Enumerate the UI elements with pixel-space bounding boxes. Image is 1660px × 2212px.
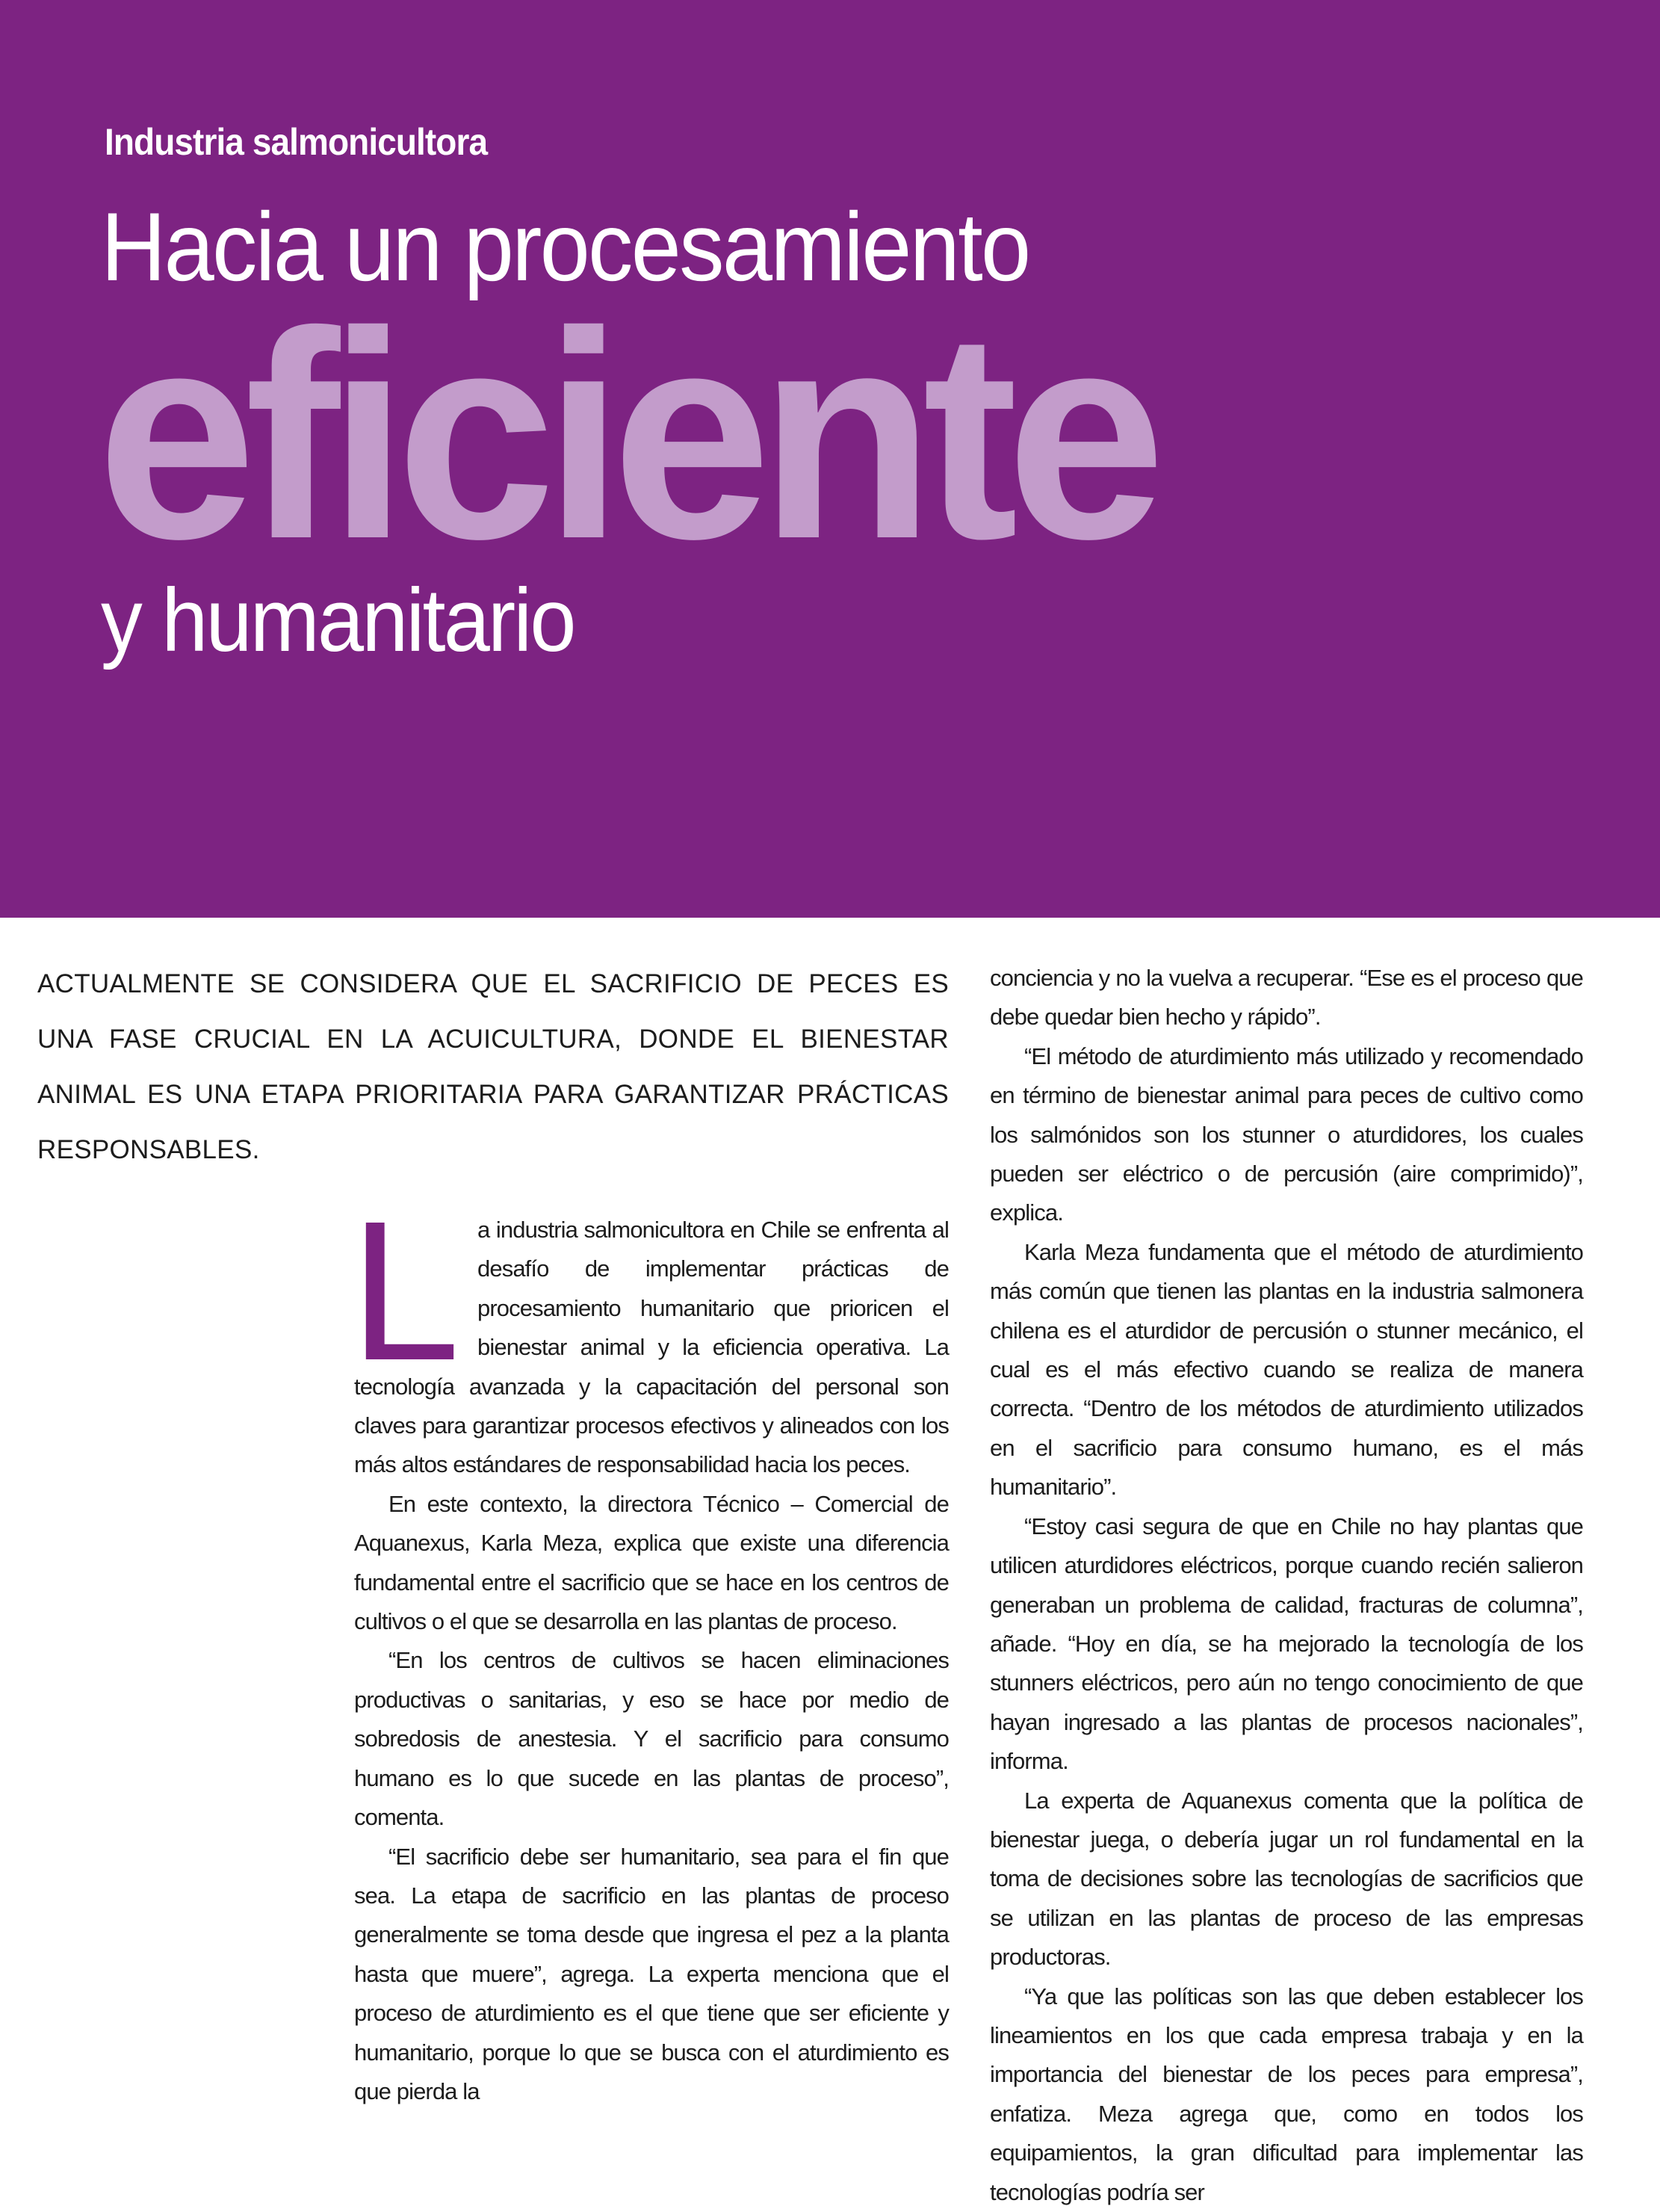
drop-cap: L (350, 1180, 460, 1402)
article-paragraph-10: “Ya que las políticas son las que deben establecer los lineamientos en los que cada empresa trabaja y en la importancia del bienestar de los peces para empresa”, enfatiza. Meza agrega que, como en todos los equipamientos, la gran dificultad para implementar las tecnologías podría ser (990, 1983, 1583, 2205)
article-paragraph-8: “Estoy casi segura de que en Chile no hay plantas que utilicen aturdidores eléctricos, porque cuando recién salieron generaban un problema de calidad, fracturas de columna”, añade. “Hoy en día, se ha mejorado la tecnología de los stunners eléctricos, pero aún no tengo conocimiento de que hayan ingresado a las plantas de procesos nacionales”, informa. (990, 1513, 1583, 1775)
article-paragraph-1 (350, 1180, 949, 1485)
article-paragraph-5: conciencia y no la vuelva a recuperar. “Ese es el proceso que debe quedar bien hecho y rápido”. (990, 965, 1583, 1031)
header-banner (0, 0, 1660, 918)
title-highlight: eficiente (97, 270, 1154, 600)
title-line-1: Hacia un procesamiento (101, 192, 1029, 301)
lead-paragraph: ACTUALMENTE SE CONSIDERA QUE EL SACRIFICIO DE PECES ES UNA FASE CRUCIAL EN LA ACUICULTURA, DONDE EL BIENESTAR ANIMAL ES UNA ETAPA PRIORITARIA PARA GARANTIZAR PRÁCTICAS RESPONSABLES. (37, 969, 949, 1164)
article-paragraph-3: “En los centros de cultivos se hacen eliminaciones productivas o sanitarias, y eso se hace por medio de sobredosis de anestesia. Y el sacrificio para consumo humano es lo que sucede en las plantas de proceso”, comenta. (354, 1647, 949, 1831)
section-kicker: Industria salmonicultora (105, 121, 488, 163)
article-paragraph-9: La experta de Aquanexus comenta que la política de bienestar juega, o debería jugar un rol fundamental en la toma de decisiones sobre las tecnologías de sacrificios que se utilizan en las plantas de proceso de las empresas productoras. (990, 1787, 1583, 1971)
paragraph-text: a industria salmonicultora en Chile se enfrenta al desafío de implementar prácticas de procesamiento humanitario que prioricen el bienestar animal y la eficiencia operativa. La tecnología avanzada y la capacitación del personal son claves para garantizar procesos efectivos y alineados con los más altos estándares de responsabilidad hacia los peces. (354, 1217, 949, 1478)
article-paragraph-6: “El método de aturdimiento más utilizado y recomendado en término de bienestar animal para peces de cultivo como los salmónidos son los stunner o aturdidores, los cuales pueden ser eléctrico o de percusión (aire comprimido)”, explica. (990, 1042, 1583, 1226)
article-column-left (350, 1180, 949, 2111)
article-column-right (990, 959, 1583, 2212)
article-paragraph-7: Karla Meza fundamenta que el método de aturdimiento más común que tienen las plantas en la industria salmonera chilena es el aturdidor de percusión o stunner mecánico, el cual es el más efectivo cuando se realiza de manera correcta. “Dentro de los métodos de aturdimiento utilizados en el sacrificio para consumo humano, es el más humanitario”. (990, 1238, 1583, 1501)
article-paragraph-2: En este contexto, la directora Técnico – Comercial de Aquanexus, Karla Meza, explica que existe una diferencia fundamental entre el sacrificio que se hace en los centros de cultivos o el que se desarrolla en las plantas de proceso. (354, 1490, 949, 1635)
article-paragraph-4: “El sacrificio debe ser humanitario, sea para el fin que sea. La etapa de sacrificio en las plantas de proceso generalmente se toma desde que ingresa el pez a la planta hasta que muere”, agrega. La experta menciona que el proceso de aturdimiento es el que tiene que ser eficiente y humanitario, porque lo que se busca con el aturdimiento es que pierda la (354, 1843, 949, 2104)
title-line-3: y humanitario (101, 570, 575, 670)
